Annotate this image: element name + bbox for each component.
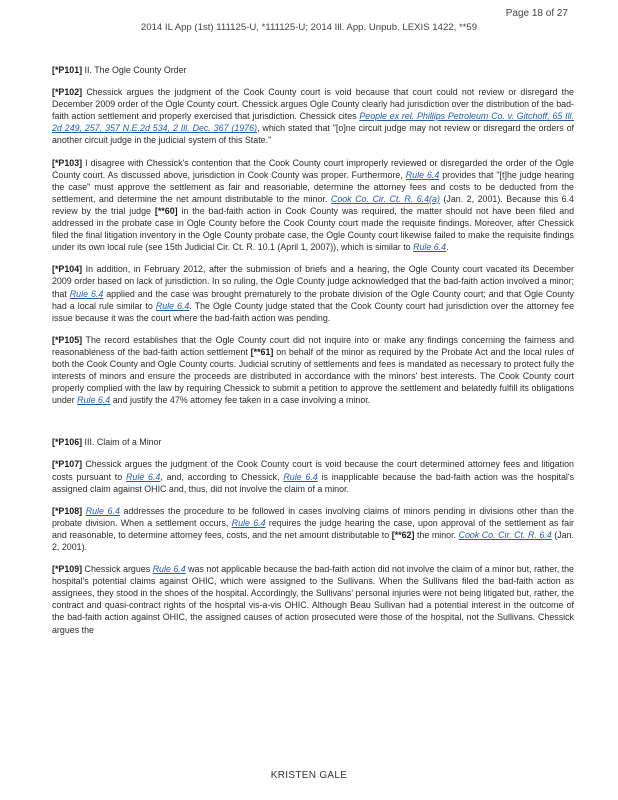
paragraph-marker: [**61] (250, 346, 274, 357)
paragraph-marker: [*P102] (52, 87, 83, 98)
body-text: . (446, 242, 449, 253)
body-text: the minor. (414, 529, 459, 540)
body-text: Chessick argues (82, 564, 153, 575)
paragraph-marker: [*P103] (52, 157, 83, 168)
paragraph (52, 563, 574, 636)
body-text: III. Claim of a Minor (82, 437, 162, 448)
case-citation-header: 2014 IL App (1st) 111125-U, *111125-U; 2014 Ill. App. Unpub. LEXIS 1422, **59 (140, 22, 478, 33)
body-text: in the bad-faith action in Cook County was required, the matter should not have been filed and addressed in the probate case in Ogle County before the Cook County court made the requisite findings. Moreover, after Chessick filed the final litigation inventory in the Ogle County probate case, the Ogle County court likewise failed to make the requisite findings under its own local rule (see 15th Judicial Cir. Ct. R. 10.1 (April 1, 2007)), which is similar to (52, 205, 575, 253)
body-text: (Jan. 2, 2001). (52, 529, 574, 552)
body-text: The record establishes that the Ogle County court did not inquire into or make any findings concerning the fairness and reasonableness of the bad-faith action settlement (52, 334, 574, 357)
document-body (52, 64, 574, 646)
section-heading (52, 64, 574, 76)
body-text: , which stated that "[o]ne circuit judge may not review or disregard the orders of another circuit judge in the judicial system of this State." (52, 123, 574, 146)
paragraph-marker: [*P108] (52, 505, 83, 516)
body-text: . The Ogle County judge stated that the Cook County court had jurisdiction over the attorney fee issue because it was the court where the bad-faith action was pending. (52, 300, 575, 323)
paragraph (52, 505, 574, 553)
citation-link[interactable]: Rule 6.4 (283, 471, 318, 482)
citation-link[interactable]: Rule 6.4 (413, 242, 447, 253)
citation-link[interactable]: Rule 6.4 (126, 471, 161, 482)
paragraph (52, 458, 574, 494)
citation-link[interactable]: Rule 6.4 (231, 517, 266, 528)
body-text: on behalf of the minor as required by the Probate Act and the local rules of both the Cook County and Ogle County courts. Judicial scrutiny of settlements and fees is mandated as necessary to protect fully the interests of minors and ensure the proceeds are distributed in accordance with the minors' best interests. The Cook County court properly complied with the law by requiring Chessick to submit a petition to approve the settlement and belatedly fulfill its obligations under (52, 346, 574, 406)
paragraph-marker: [*P105] (52, 334, 83, 345)
paragraph (52, 86, 574, 146)
paragraph-marker: [**60] (154, 205, 178, 216)
paragraph-marker: [*P107] (52, 459, 83, 470)
body-text: and justify the 47% attorney fee taken in a case involving a minor. (110, 395, 371, 406)
paragraph-marker: [*P106] (52, 437, 83, 448)
body-text: I disagree with Chessick's contention that the Cook County court improperly reviewed or disregarded the order of the Ogle County court. As discussed above, jurisdiction in Cook County was proper. Furthermore, (52, 157, 574, 180)
footer-author: KRISTEN GALE (270, 770, 348, 781)
body-text: II. The Ogle County Order (82, 65, 187, 75)
citation-link[interactable]: Cook Co. Cir. Ct. R. 6.4(a) (330, 193, 440, 204)
paragraph (52, 263, 574, 323)
citation-link[interactable]: Cook Co. Cir. Ct. R. 6.4 (458, 529, 552, 540)
page-number: Page 18 of 27 (505, 8, 568, 19)
section-heading (52, 436, 574, 448)
body-text: is inapplicable because the bad-faith action was the hospital's assigned claim against OHIC and, thus, did not involve the claim of a minor. (52, 471, 575, 494)
citation-link[interactable]: Rule 6.4 (85, 505, 120, 516)
body-text: Chessick argues the judgment of the Cook County court is void because the court determined attorney fees and litigation costs pursuant to (52, 459, 574, 482)
citation-link[interactable]: Rule 6.4 (69, 288, 104, 299)
paragraph-marker: [*P104] (52, 264, 83, 275)
body-text: Chessick argues the judgment of the Cook County court is void because that court could not review or disregard the December 2009 order of the Ogle County court. Chessick argues Ogle County clearly had jurisdiction over the distribution of the bad-faith action settlement and properly exercised that jurisdiction. Chessick cites (52, 87, 574, 122)
citation-link[interactable]: Rule 6.4 (405, 169, 440, 180)
body-text: In addition, in February 2012, after the submission of briefs and a hearing, the Ogle County court vacated its December 2009 order based on lack of jurisdiction. In so ruling, the Ogle County judge acknowledged that the bad-faith action involved a minor; that (52, 264, 574, 299)
citation-link[interactable]: Rule 6.4 (155, 300, 190, 311)
paragraph-marker: [**62] (391, 529, 415, 540)
paragraph (52, 157, 574, 254)
paragraph (52, 334, 574, 407)
paragraph-marker: [*P109] (52, 564, 83, 575)
body-text: applied and the case was brought prematurely to the probate division of the Ogle County court; and that Ogle County had a local rule similar to (52, 288, 574, 311)
citation-link[interactable]: Rule 6.4 (77, 395, 111, 406)
body-text: , and, according to Chessick, (160, 471, 284, 482)
body-text: addresses the procedure to be followed in cases involving claims of minors pending in divisions other than the probate division. When a settlement occurs, (52, 505, 575, 528)
citation-link[interactable]: Rule 6.4 (152, 564, 186, 575)
paragraph-marker: [*P101] (52, 65, 83, 75)
body-text: was not applicable because the bad-faith action did not involve the claim of a minor but, rather, the hospital's potential claims against OHIC, which were assigned to the Sullivans. When the Sullivans filed the bad-faith action as assignees, they stood in the shoes of the hospital. Accordingly, the Sullivans' personal injuries were not being litigated but, rather, the contract and quasi-contract rights of the hospital vis-a-vis OHIC. Although Beau Sullivan had a potential interest in the outcome of the bad-faith action against OHIC, the assigned causes of action prosecuted were those of the hospital, not the Sullivans. Chessick argues the (52, 564, 574, 635)
body-text: requires the judge hearing the case, upon approval of the settlement as fair and reasonable, to determine attorney fees, costs, and the net amount distributable to (52, 517, 574, 540)
body-text: provides that "[t]he judge hearing the case" must approve the settlement as fair and reasonable, determine the attorney fees and costs to be deducted from the settlement, and determine the net amount distributable to the minor. (52, 169, 574, 204)
citation-link[interactable]: People ex rel. Phillips Petroleum Co. v. Gitchoff, 65 Ill. 2d 249, 257, 357 N.E.2d 534, 2 Ill. Dec. 367 (1976) (52, 111, 574, 134)
body-text: (Jan. 2, 2001). Because this 6.4 review by the trial judge (52, 193, 574, 216)
